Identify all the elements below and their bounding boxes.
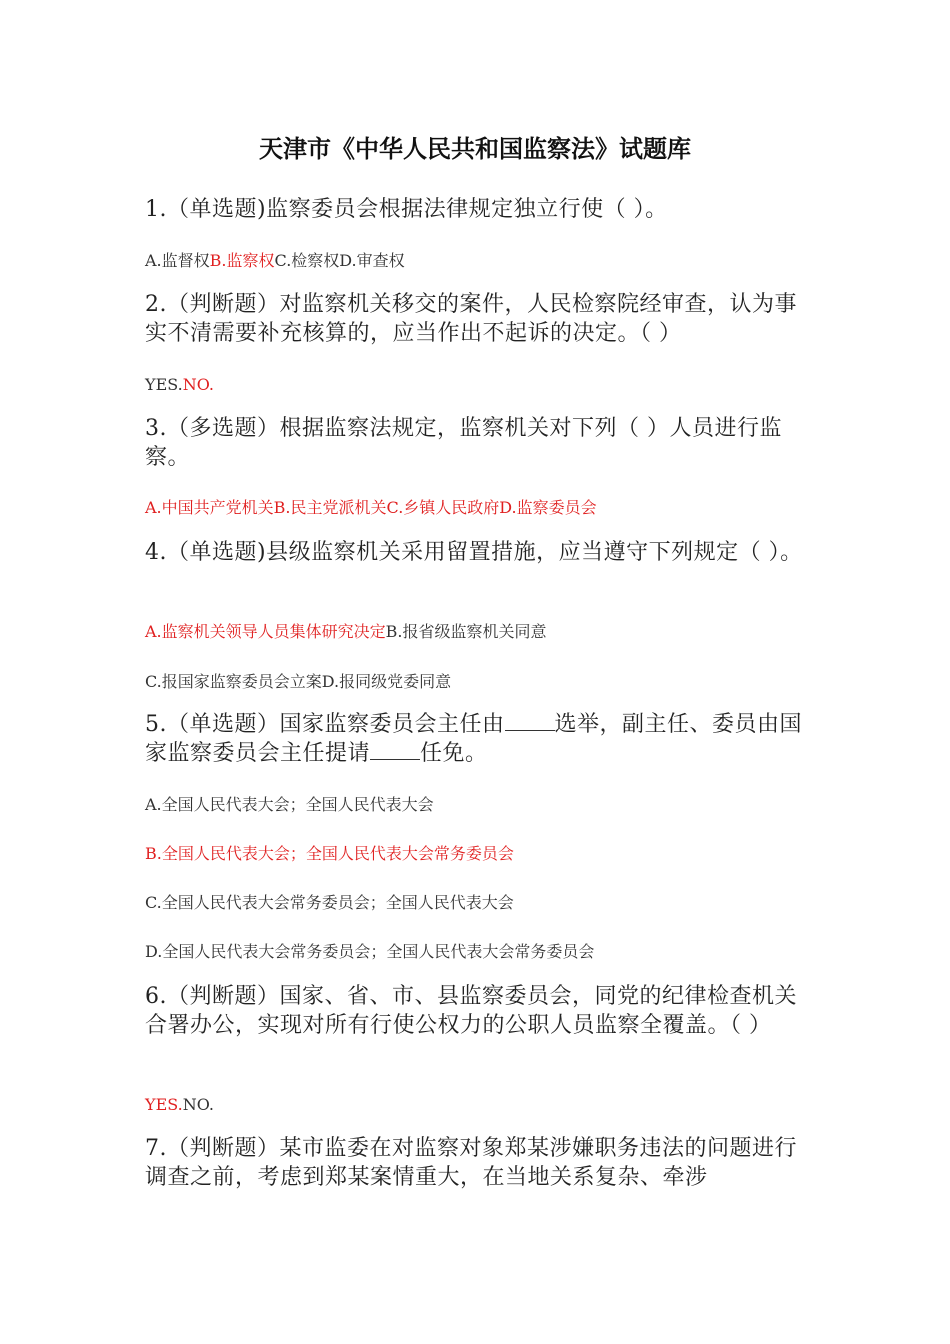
option-c: C.检察权 <box>274 251 340 270</box>
question-2-options <box>145 374 815 396</box>
option-d-answer: D.监察委员会 <box>499 498 597 517</box>
question-5 <box>145 710 815 768</box>
option-yes: YES. <box>145 375 183 394</box>
question-5-option-c: C.全国人民代表大会常务委员会；全国人民代表大会 <box>145 893 514 912</box>
question-1-options <box>145 250 815 272</box>
question-1: 1.（单选题)监察委员会根据法律规定独立行使（ ）。 <box>145 197 668 222</box>
option-no-answer: NO. <box>182 375 214 394</box>
question-7: 7.（判断题）某市监委在对监察对象郑某涉嫌职务违法的问题进行调查之前，考虑到郑某案情重大，在当地关系复杂、牵涉 <box>145 1136 797 1190</box>
option-b: B.报省级监察机关同意 <box>385 622 547 641</box>
option-a: A.监督权 <box>145 251 210 270</box>
question-5-text-a: 5.（单选题）国家监察委员会主任由 <box>145 712 505 737</box>
question-5-option-d: D.全国人民代表大会常务委员会；全国人民代表大会常务委员会 <box>145 942 595 961</box>
option-yes-answer: YES. <box>145 1095 183 1114</box>
option-b-answer: B.民主党派机关 <box>273 498 387 517</box>
question-3-options <box>145 497 815 519</box>
option-a-answer: A.监察机关领导人员集体研究决定 <box>145 622 386 641</box>
question-3: 3.（多选题）根据监察法规定，监察机关对下列（ ）人员进行监察。 <box>145 416 782 470</box>
option-b-answer: B.监察权 <box>209 251 275 270</box>
fill-blank-1 <box>505 712 555 731</box>
question-5-text-b: 选举，副主任、委员由国家监察委员会主任提请 <box>145 712 803 766</box>
question-6: 6.（判断题）国家、省、市、县监察委员会，同党的纪律检查机关合署办公，实现对所有行使公权力的公职人员监察全覆盖。（ ） <box>145 984 797 1038</box>
question-4-options-row1 <box>145 621 815 643</box>
option-c-answer: C.乡镇人民政府 <box>386 498 500 517</box>
question-6-options <box>145 1094 815 1116</box>
question-5-text-c: 任免。 <box>420 741 488 766</box>
option-d: D.报同级党委同意 <box>321 672 452 691</box>
page-title: 天津市《中华人民共和国监察法》试题库 <box>259 135 691 163</box>
question-4-options-row2 <box>145 671 815 693</box>
option-no: NO. <box>182 1095 214 1114</box>
option-a-answer: A.中国共产党机关 <box>145 498 274 517</box>
option-d: D.审查权 <box>339 251 405 270</box>
option-c: C.报国家监察委员会立案 <box>145 672 322 691</box>
question-2: 2.（判断题）对监察机关移交的案件，人民检察院经审查，认为事实不清需要补充核算的，应当作出不起诉的决定。（ ） <box>145 292 797 346</box>
question-5-option-b-answer: B.全国人民代表大会；全国人民代表大会常务委员会 <box>145 844 514 863</box>
question-4: 4.（单选题)县级监察机关采用留置措施，应当遵守下列规定（ ）。 <box>145 540 803 565</box>
fill-blank-2 <box>370 741 420 760</box>
question-5-option-a: A.全国人民代表大会；全国人民代表大会 <box>145 795 434 814</box>
